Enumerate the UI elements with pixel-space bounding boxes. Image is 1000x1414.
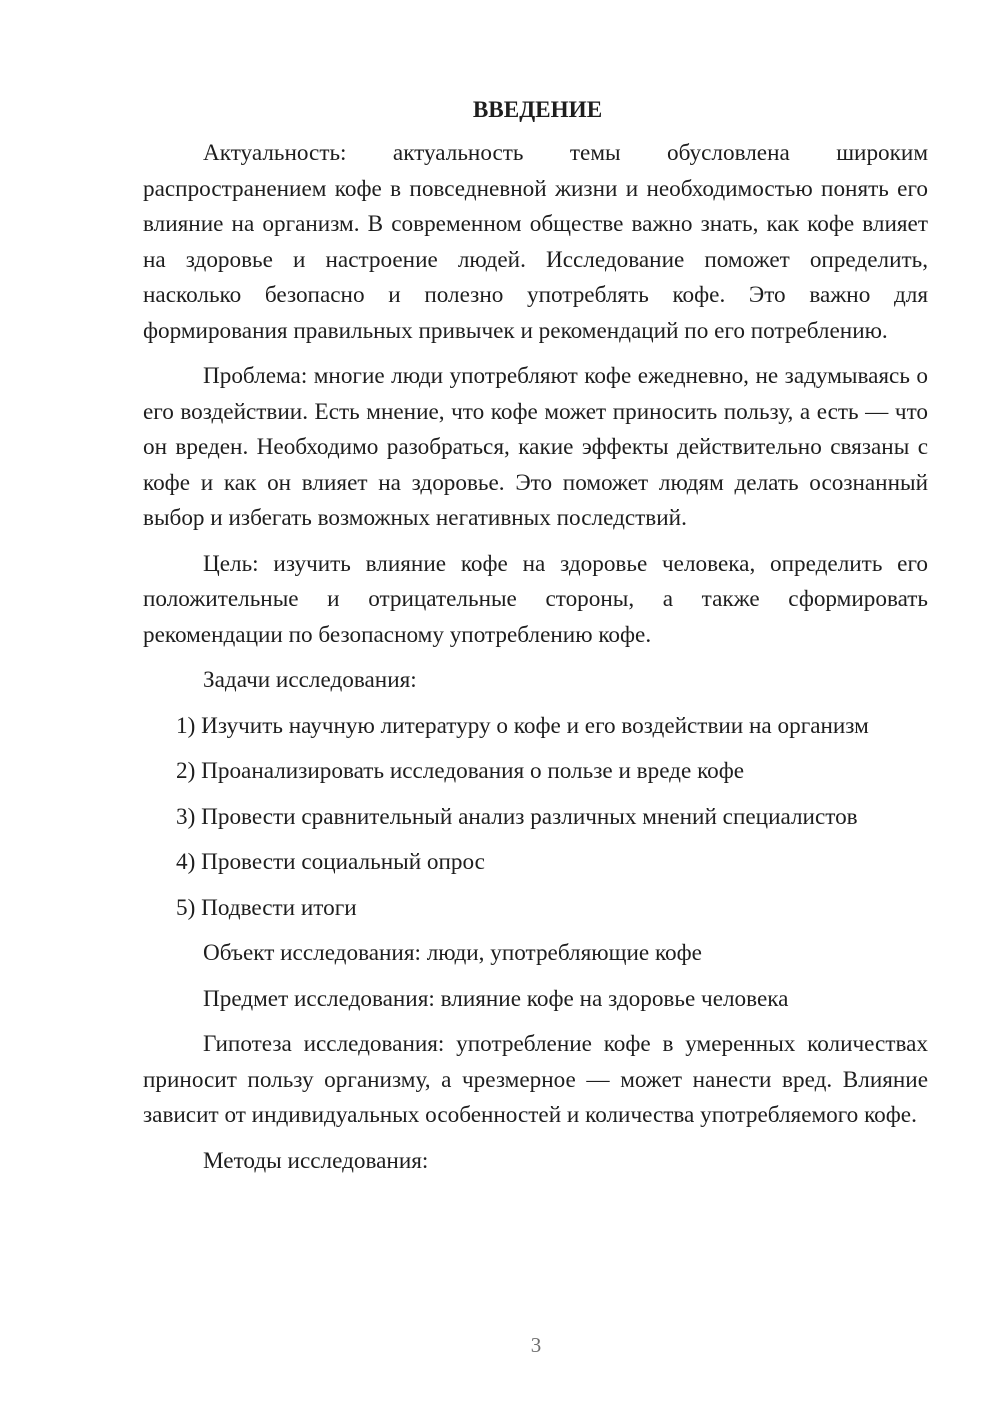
tasks-list <box>143 709 928 927</box>
page-content <box>143 92 928 1189</box>
hypothesis-paragraph: Гипотеза исследования: употребление кофе в умеренных количествах приносит пользу организму, а чрезмерное — может нанести вред. Влияние зависит от индивидуальных особенностей и количества употребляемого кофе. <box>143 1031 928 1128</box>
task-item-3: 3) Провести сравнительный анализ различных мнений специалистов <box>176 803 858 830</box>
task-item-1: 1) Изучить научную литературу о кофе и его воздействии на организм <box>176 712 869 739</box>
tasks-heading: Задачи исследования: <box>203 667 417 693</box>
task-item-2: 2) Проанализировать исследования о пользе и вреде кофе <box>176 758 745 784</box>
relevance-paragraph: Актуальность: актуальность темы обусловлена широким распространением кофе в повседневной жизни и необходимостью понять его влияние на организм. В современном обществе важно знать, как кофе влияет на здоровье и настроение людей. Исследование поможет определить, насколько безопасно и полезно употреблять кофе. Это важно для формирования правильных привычек и рекомендаций по его потреблению. <box>143 140 928 344</box>
page-number: 3 <box>530 1333 542 1357</box>
problem-paragraph: Проблема: многие люди употребляют кофе ежедневно, не задумываясь о его воздействии. Есть мнение, что кофе может приносить пользу, а есть — что он вреден. Необходимо разобраться, какие эффекты действительно связаны с кофе и как он влияет на здоровье. Это поможет людям делать осознанный выбор и избегать возможных негативных последствий. <box>143 363 928 531</box>
object-paragraph: Объект исследования: люди, употребляющие кофе <box>203 940 702 966</box>
section-heading: ВВЕДЕНИЕ <box>472 97 603 123</box>
task-item-5: 5) Подвести итоги <box>176 894 357 921</box>
task-item-4: 4) Провести социальный опрос <box>176 849 485 875</box>
methods-heading: Методы исследования: <box>203 1147 429 1174</box>
subject-paragraph: Предмет исследования: влияние кофе на здоровье человека <box>203 985 789 1012</box>
goal-paragraph: Цель: изучить влияние кофе на здоровье человека, определить его положительные и отрицательные стороны, а также сформировать рекомендации по безопасному употреблению кофе. <box>143 550 928 648</box>
